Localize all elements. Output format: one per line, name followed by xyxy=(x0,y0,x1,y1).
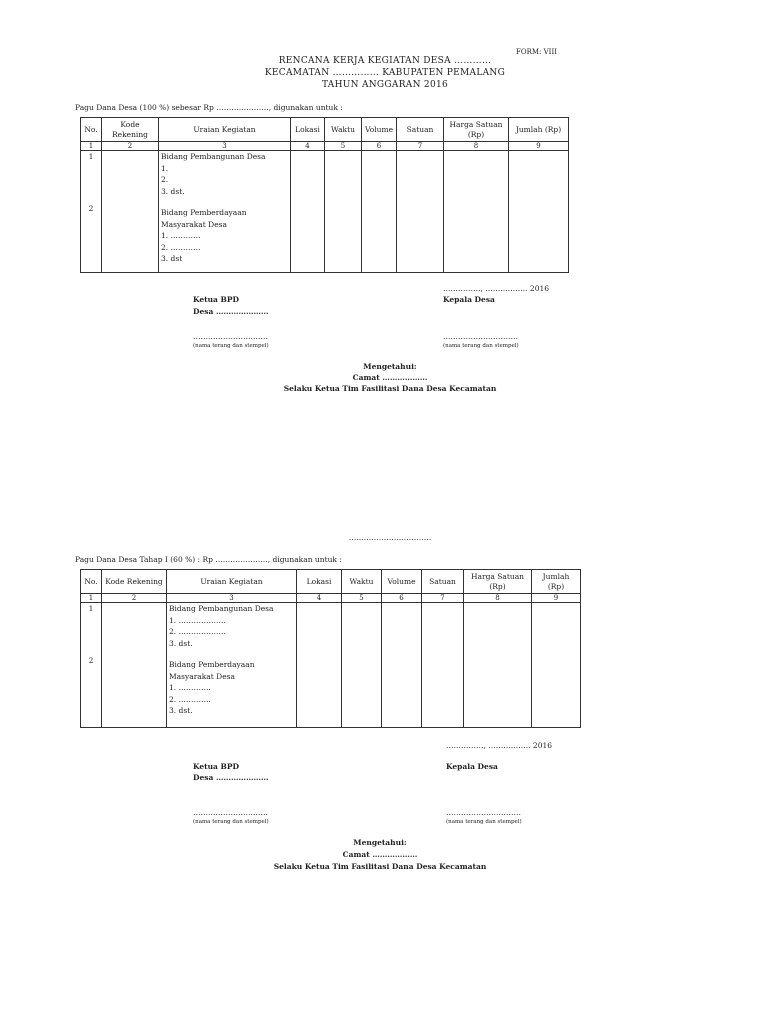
index-cell: 2 xyxy=(102,142,159,151)
volume-cell xyxy=(382,603,422,728)
ketua-bpd-label: Ketua BPD xyxy=(193,762,239,771)
desa-label: Desa ………………… xyxy=(193,773,269,782)
header-volume: Volume xyxy=(382,570,422,594)
index-cell: 1 xyxy=(81,594,102,603)
mengetahui-label: Mengetahui: xyxy=(363,362,417,371)
uraian-line: 1. …………. xyxy=(169,683,211,692)
desa-label: Desa ………………… xyxy=(193,307,269,316)
index-cell: 9 xyxy=(532,594,581,603)
header-uraian: Uraian Kegiatan xyxy=(167,570,297,594)
header-volume: Volume xyxy=(362,118,397,142)
uraian-line: 3. dst xyxy=(161,254,183,263)
uraian-line: Bidang Pembangunan Desa xyxy=(169,604,274,613)
harga-cell xyxy=(464,603,532,728)
pagu-dana-100: Pagu Dana Desa (100 %) sebesar Rp …………………, digunakan untuk : xyxy=(75,103,343,112)
uraian-cell xyxy=(159,151,291,273)
row-no: 2 xyxy=(88,655,94,665)
camat-signature-dots: …………………………… xyxy=(348,533,432,542)
index-cell: 4 xyxy=(297,594,342,603)
uraian-line: Bidang Pemberdayaan xyxy=(169,660,255,669)
header-kode: Kode Rekening xyxy=(102,570,167,594)
header-no: No. xyxy=(81,570,102,594)
row-numbers xyxy=(81,151,102,273)
name-note-right: (nama terang dan stempel) xyxy=(443,343,519,349)
kode-cell xyxy=(102,151,159,273)
index-row xyxy=(81,142,569,151)
uraian-line: 2. …………. xyxy=(169,694,211,704)
index-cell: 4 xyxy=(291,142,325,151)
selaku-label: Selaku Ketua Tim Fasilitasi Dana Desa Kecamatan xyxy=(273,862,487,871)
uraian-cell xyxy=(167,603,297,728)
header-lokasi: Lokasi xyxy=(297,570,342,594)
uraian-line: 3. dst. xyxy=(161,186,185,196)
uraian-line: Masyarakat Desa xyxy=(161,219,227,229)
index-cell: 5 xyxy=(325,142,362,151)
uraian-line: 2. xyxy=(161,175,169,184)
header-harga: Harga Satuan (Rp) xyxy=(444,118,509,142)
header-lokasi: Lokasi xyxy=(291,118,325,142)
title-line-1: RENCANA KERJA KEGIATAN DESA ………… xyxy=(278,56,492,66)
selaku-label: Selaku Ketua Tim Fasilitasi Dana Desa Kecamatan xyxy=(283,384,497,393)
row-no: 1 xyxy=(88,152,94,161)
header-harga: Harga Satuan (Rp) xyxy=(464,570,532,594)
uraian-line: 3. dst. xyxy=(169,638,193,648)
kode-cell xyxy=(102,603,167,728)
header-jumlah: Jumlah (Rp) xyxy=(532,570,581,594)
index-cell: 8 xyxy=(444,142,509,151)
index-cell: 9 xyxy=(509,142,569,151)
satuan-cell xyxy=(422,603,464,728)
table-row xyxy=(81,151,569,273)
lokasi-cell xyxy=(297,603,342,728)
camat-label: Camat ……………… xyxy=(342,850,418,859)
pagu-dana-tahap-1: Pagu Dana Desa Tahap I (60 %) : Rp …………………, digunakan untuk : xyxy=(75,555,342,564)
signature-dots-right: ………………………… xyxy=(443,332,518,341)
index-row xyxy=(81,594,581,603)
index-cell: 3 xyxy=(167,594,297,603)
header-uraian: Uraian Kegiatan xyxy=(159,118,291,142)
waktu-cell xyxy=(342,603,382,728)
rencana-table-1 xyxy=(80,117,569,273)
header-jumlah: Jumlah (Rp) xyxy=(509,118,569,142)
uraian-line: 2. ………………. xyxy=(169,627,226,636)
rencana-table-2 xyxy=(80,569,581,728)
signature-dots-left: ………………………… xyxy=(193,332,268,341)
jumlah-cell xyxy=(532,603,581,728)
lokasi-cell xyxy=(291,151,325,273)
header-waktu: Waktu xyxy=(325,118,362,142)
table-row xyxy=(81,603,581,728)
row-no: 1 xyxy=(88,604,94,613)
signature-dots-left: ………………………… xyxy=(193,808,268,817)
uraian-line: Masyarakat Desa xyxy=(169,671,235,681)
kepala-desa-label: Kepala Desa xyxy=(446,762,498,771)
table-header-row xyxy=(81,570,581,594)
date-line-1: ……………, …………….. 2016 xyxy=(443,284,550,293)
ketua-bpd-label: Ketua BPD xyxy=(193,295,239,304)
row-no: 2 xyxy=(88,203,94,213)
mengetahui-label: Mengetahui: xyxy=(353,838,407,847)
jumlah-cell xyxy=(509,151,569,273)
name-note-left: (nama terang dan stempel) xyxy=(193,343,269,349)
index-cell: 6 xyxy=(362,142,397,151)
header-kode: Kode Rekening xyxy=(102,118,159,142)
title-line-3: TAHUN ANGGARAN 2016 xyxy=(321,80,449,90)
uraian-line: 1. ………………. xyxy=(169,615,226,625)
volume-cell xyxy=(362,151,397,273)
header-satuan: Satuan xyxy=(397,118,444,142)
uraian-line: 2. ………… xyxy=(161,242,201,252)
satuan-cell xyxy=(397,151,444,273)
name-note-right: (nama terang dan stempel) xyxy=(446,819,522,825)
kepala-desa-label: Kepala Desa xyxy=(443,295,495,304)
index-cell: 7 xyxy=(422,594,464,603)
index-cell: 3 xyxy=(159,142,291,151)
signature-dots-right: ………………………… xyxy=(446,808,521,817)
form-tag: FORM: VIII xyxy=(516,48,557,56)
uraian-line: 1. xyxy=(161,163,169,173)
index-cell: 8 xyxy=(464,594,532,603)
uraian-line: Bidang Pembangunan Desa xyxy=(161,152,266,161)
harga-cell xyxy=(444,151,509,273)
index-cell: 6 xyxy=(382,594,422,603)
index-cell: 5 xyxy=(342,594,382,603)
header-satuan: Satuan xyxy=(422,570,464,594)
row-numbers xyxy=(81,603,102,728)
waktu-cell xyxy=(325,151,362,273)
date-line-2: ……………, …………….. 2016 xyxy=(446,741,553,750)
index-cell: 7 xyxy=(397,142,444,151)
header-waktu: Waktu xyxy=(342,570,382,594)
uraian-line: Bidang Pemberdayaan xyxy=(161,208,247,217)
title-line-2: KECAMATAN …………… KABUPATEN PEMALANG xyxy=(264,68,506,78)
header-no: No. xyxy=(81,118,102,142)
name-note-left: (nama terang dan stempel) xyxy=(193,819,269,825)
index-cell: 2 xyxy=(102,594,167,603)
index-cell: 1 xyxy=(81,142,102,151)
camat-label: Camat ……………… xyxy=(352,373,428,382)
uraian-line: 3. dst. xyxy=(169,706,193,715)
uraian-line: 1. ………… xyxy=(161,231,201,240)
table-header-row xyxy=(81,118,569,142)
